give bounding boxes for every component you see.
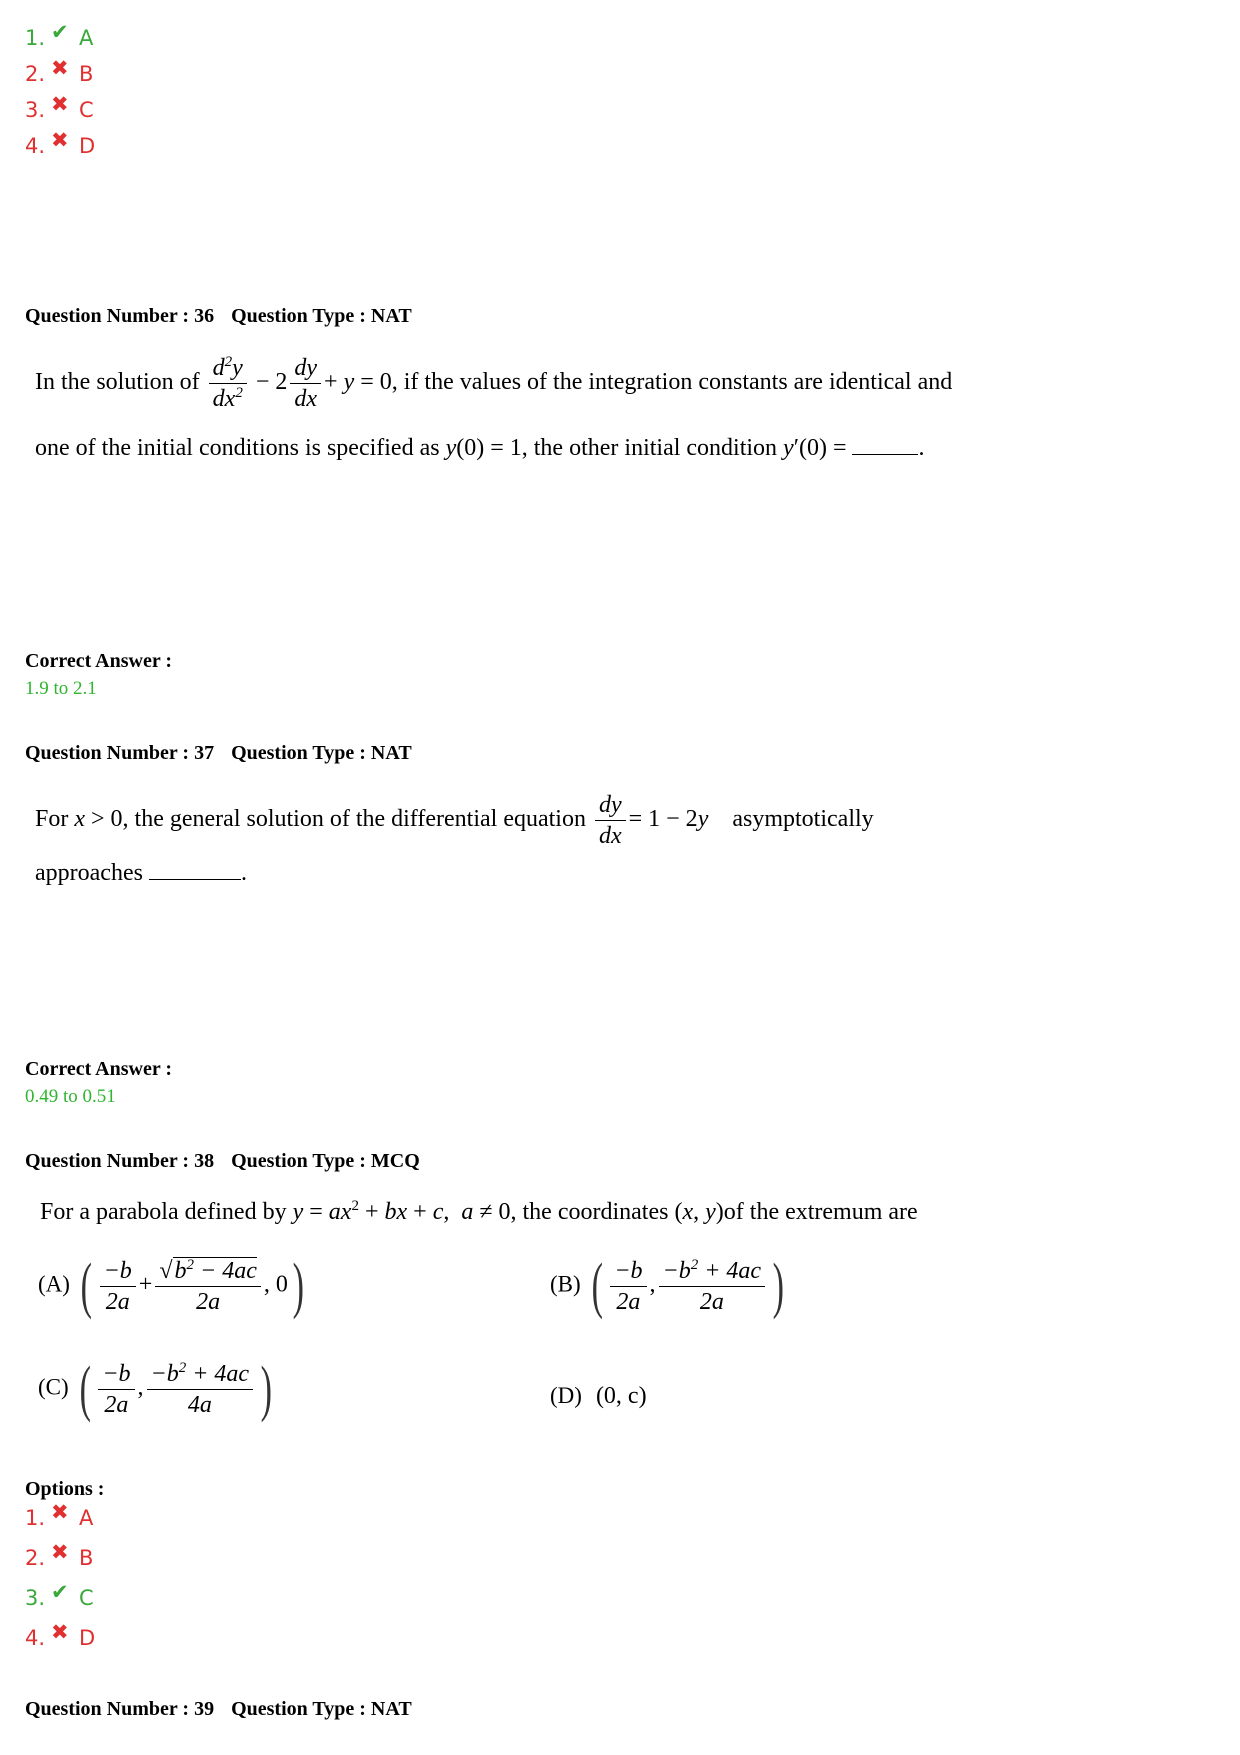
option-label: A — [79, 26, 94, 50]
cross-icon: ✖ — [51, 56, 69, 80]
question-header — [25, 1150, 420, 1173]
question-header — [25, 305, 412, 328]
check-icon: ✔ — [51, 20, 69, 44]
option-label: C — [79, 1586, 94, 1610]
correct-answer-label: Correct Answer : — [25, 1058, 172, 1080]
choice-c: (C) ( $\frac{-b}{2a}$ , $\frac{-b^2 + 4ac}{4a}$ ) — [38, 1355, 273, 1423]
option-number: 4. — [25, 134, 46, 158]
question-number: Question Number : 38 — [25, 1150, 215, 1172]
option-row — [25, 1620, 96, 1650]
option-label: D — [79, 134, 96, 158]
option-number: 3. — [25, 1586, 46, 1610]
option-label: B — [79, 62, 94, 86]
question-text-line: For a parabola defined by $y = ax^2$ + bx + c, a ≠ 0, the coordinates (x, y)of the extremum are — [40, 1198, 918, 1225]
question-type: Question Type : NAT — [231, 305, 412, 327]
correct-answer-label: Correct Answer : — [25, 650, 172, 672]
option-label: D — [79, 1626, 96, 1650]
options-label: Options : — [25, 1478, 105, 1500]
cross-icon: ✖ — [51, 92, 69, 116]
equation-fraction: $\frac{dy}{dx}$ — [290, 353, 321, 414]
option-number: 1. — [25, 1506, 46, 1530]
question-text-line: approaches . — [35, 860, 247, 886]
question-number: Question Number : 36 — [25, 305, 215, 327]
option-number: 4. — [25, 1626, 46, 1650]
option-row — [25, 56, 94, 86]
option-number: 3. — [25, 98, 46, 122]
option-number: 2. — [25, 1546, 46, 1570]
option-number: 1. — [25, 26, 46, 50]
choice-a: (A) ( $\frac{-b}{2a}$ + $\frac{√b^2 - 4ac}{2a}$ , 0) — [38, 1252, 304, 1320]
option-row — [25, 92, 94, 122]
question-text-line: one of the initial conditions is specified as y(0) = 1, the other initial condition y′(0) = . — [35, 435, 925, 461]
answer-blank — [149, 861, 241, 880]
option-label: B — [79, 1546, 94, 1570]
question-number: Question Number : 37 — [25, 742, 215, 764]
question-number: Question Number : 39 — [25, 1698, 215, 1720]
question-type: Question Type : NAT — [231, 1698, 412, 1720]
cross-icon: ✖ — [51, 1620, 69, 1644]
cross-icon: ✖ — [51, 1540, 69, 1564]
equation-fraction: $\frac{dy}{dx}$ — [595, 790, 626, 851]
choice-d: (D) (0, c) — [550, 1383, 647, 1409]
answer-blank — [852, 436, 918, 455]
option-row — [25, 20, 94, 50]
option-row — [25, 128, 96, 158]
option-row — [25, 1540, 94, 1570]
question-text-line: In the solution of $\frac{d^2y}{dx^2}$ − 2 $\frac{dy}{dx}$ + y = 0, if the values of the integration constants are identical and — [35, 354, 953, 412]
option-label: C — [79, 98, 94, 122]
option-number: 2. — [25, 62, 46, 86]
question-type: Question Type : NAT — [231, 742, 412, 764]
cross-icon: ✖ — [51, 128, 69, 152]
equation-fraction: $\frac{d^2y}{dx^2}$ — [209, 353, 247, 414]
option-row — [25, 1500, 94, 1530]
cross-icon: ✖ — [51, 1500, 69, 1524]
question-header — [25, 1698, 412, 1721]
option-row — [25, 1580, 94, 1610]
question-type: Question Type : MCQ — [231, 1150, 420, 1172]
question-header — [25, 742, 412, 765]
check-icon: ✔ — [51, 1580, 69, 1604]
correct-answer-value: 1.9 to 2.1 — [25, 678, 97, 699]
choice-b: (B) ( $\frac{-b}{2a}$ , $\frac{-b^2 + 4ac}{2a}$ ) — [550, 1252, 785, 1320]
correct-answer-value: 0.49 to 0.51 — [25, 1086, 116, 1107]
option-label: A — [79, 1506, 94, 1530]
question-text-line: For x > 0, the general solution of the differential equation $\frac{dy}{dx}$ = 1 − 2y asymptotically — [35, 792, 874, 849]
